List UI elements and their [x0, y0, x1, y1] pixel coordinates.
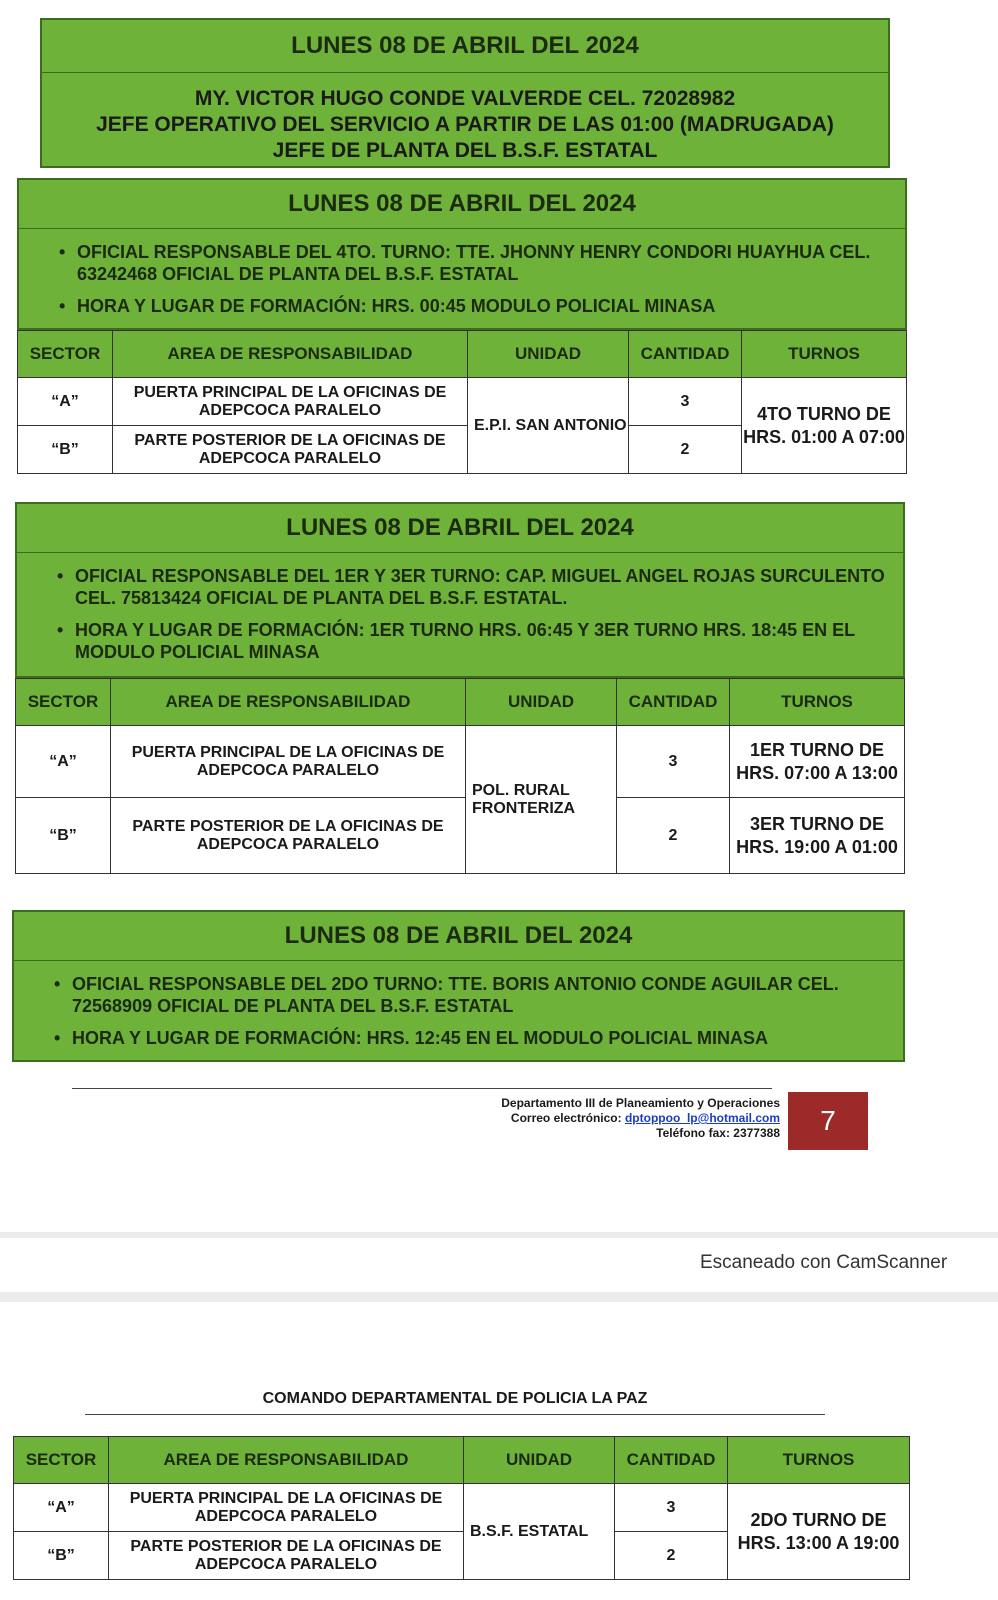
turno-cell: 2DO TURNO DE HRS. 13:00 A 19:00	[728, 1484, 910, 1580]
block2-bullet2: • HORA Y LUGAR DE FORMACIÓN: HRS. 00:45 MODULO POLICIAL MINASA	[59, 296, 716, 316]
col-turnos: TURNOS	[728, 1437, 910, 1484]
footer-email-line	[420, 1111, 780, 1126]
area-b: PARTE POSTERIOR DE LA OFICINAS DE ADEPCOCA PARALELO	[109, 1532, 464, 1580]
footer-contact	[420, 1096, 780, 1141]
unidad-cell: E.P.I. SAN ANTONIO	[468, 378, 629, 474]
col-sector: SECTOR	[16, 679, 111, 726]
page2-heading: COMANDO DEPARTAMENTAL DE POLICIA LA PAZ	[262, 1390, 648, 1407]
block3-header	[15, 502, 905, 678]
footer-email-label: Correo electrónico:	[510, 1111, 622, 1125]
block3-bullet1: • OFICIAL RESPONSABLE DEL 1ER Y 3ER TURNO: CAP. MIGUEL ANGEL ROJAS SURCULENTO CEL. 75813424 OFICIAL DE PLANTA DEL B.S.F. ESTATAL.	[57, 566, 885, 608]
sector-b: “B”	[14, 1532, 109, 1580]
sector-a: “A”	[14, 1484, 109, 1532]
page-edge	[0, 1232, 998, 1238]
block3-bullet2: • HORA Y LUGAR DE FORMACIÓN: 1ER TURNO HRS. 06:45 Y 3ER TURNO HRS. 18:45 EN EL MODULO POLICIAL MINASA	[57, 620, 855, 662]
col-cantidad: CANTIDAD	[617, 679, 730, 726]
col-area: AREA DE RESPONSABILIDAD	[111, 679, 466, 726]
block2-table	[17, 330, 907, 474]
block2-bullet1: • OFICIAL RESPONSABLE DEL 4TO. TURNO: TTE. JHONNY HENRY CONDORI HUAYHUA CEL. 63242468 OFICIAL DE PLANTA DEL B.S.F. ESTATAL	[59, 242, 871, 284]
page2-table	[13, 1436, 910, 1580]
footer-email[interactable]: dptoppoo_lp@hotmail.com	[624, 1111, 780, 1125]
scanner-watermark: Escaneado con CamScanner	[700, 1252, 948, 1273]
cantidad-b: 2	[617, 798, 730, 874]
block3-date: LUNES 08 DE ABRIL DEL 2024	[17, 504, 903, 553]
block4-bullet1: • OFICIAL RESPONSABLE DEL 2DO TURNO: TTE. BORIS ANTONIO CONDE AGUILAR CEL. 72568909 OFICIAL DE PLANTA DEL B.S.F. ESTATAL	[54, 974, 839, 1016]
col-unidad: UNIDAD	[466, 679, 617, 726]
block1-line1: MY. VICTOR HUGO CONDE VALVERDE CEL. 72028982	[194, 87, 736, 110]
sector-a: “A”	[16, 726, 111, 798]
cantidad-b: 2	[629, 426, 742, 474]
col-cantidad: CANTIDAD	[615, 1437, 728, 1484]
cantidad-a: 3	[629, 378, 742, 426]
block4-bullet2: • HORA Y LUGAR DE FORMACIÓN: HRS. 12:45 EN EL MODULO POLICIAL MINASA	[54, 1028, 769, 1048]
footer-phone: Teléfono fax: 2377388	[656, 1126, 780, 1140]
col-sector: SECTOR	[18, 331, 113, 378]
sector-a: “A”	[18, 378, 113, 426]
cantidad-b: 2	[615, 1532, 728, 1580]
unidad-cell: POL. RURAL FRONTERIZA	[466, 726, 617, 874]
footer-dept: Departamento III de Planeamiento y Operaciones	[501, 1096, 780, 1110]
col-turnos: TURNOS	[730, 679, 905, 726]
area-b: PARTE POSTERIOR DE LA OFICINAS DE ADEPCOCA PARALELO	[111, 798, 466, 874]
area-b: PARTE POSTERIOR DE LA OFICINAS DE ADEPCOCA PARALELO	[113, 426, 468, 474]
block1-header	[40, 18, 890, 168]
col-area: AREA DE RESPONSABILIDAD	[113, 331, 468, 378]
block1-date: LUNES 08 DE ABRIL DEL 2024	[42, 20, 888, 73]
col-turnos: TURNOS	[742, 331, 907, 378]
block4-date: LUNES 08 DE ABRIL DEL 2024	[14, 912, 903, 961]
sector-b: “B”	[16, 798, 111, 874]
block2-header	[17, 178, 907, 330]
block2-date: LUNES 08 DE ABRIL DEL 2024	[19, 180, 905, 229]
col-unidad: UNIDAD	[468, 331, 629, 378]
turno-cell: 4TO TURNO DE HRS. 01:00 A 07:00	[742, 378, 907, 474]
col-cantidad: CANTIDAD	[629, 331, 742, 378]
block3-table	[15, 678, 905, 874]
area-a: PUERTA PRINCIPAL DE LA OFICINAS DE ADEPCOCA PARALELO	[111, 726, 466, 798]
col-unidad: UNIDAD	[464, 1437, 615, 1484]
unidad-cell: B.S.F. ESTATAL	[464, 1484, 615, 1580]
turno-a: 1ER TURNO DE HRS. 07:00 A 13:00	[730, 726, 905, 798]
col-area: AREA DE RESPONSABILIDAD	[109, 1437, 464, 1484]
col-sector: SECTOR	[14, 1437, 109, 1484]
footer-rule	[72, 1088, 772, 1089]
block1-line2: JEFE OPERATIVO DEL SERVICIO A PARTIR DE LAS 01:00 (MADRUGADA)	[96, 113, 834, 136]
area-a: PUERTA PRINCIPAL DE LA OFICINAS DE ADEPCOCA PARALELO	[109, 1484, 464, 1532]
cantidad-a: 3	[617, 726, 730, 798]
turno-b: 3ER TURNO DE HRS. 19:00 A 01:00	[730, 798, 905, 874]
page-number: 7	[788, 1092, 868, 1150]
page-gap	[0, 1292, 998, 1302]
area-a: PUERTA PRINCIPAL DE LA OFICINAS DE ADEPCOCA PARALELO	[113, 378, 468, 426]
page2-heading-rule	[85, 1414, 825, 1415]
block1-line3: JEFE DE PLANTA DEL B.S.F. ESTATAL	[272, 139, 658, 162]
cantidad-a: 3	[615, 1484, 728, 1532]
block4-header	[12, 910, 905, 1062]
sector-b: “B”	[18, 426, 113, 474]
